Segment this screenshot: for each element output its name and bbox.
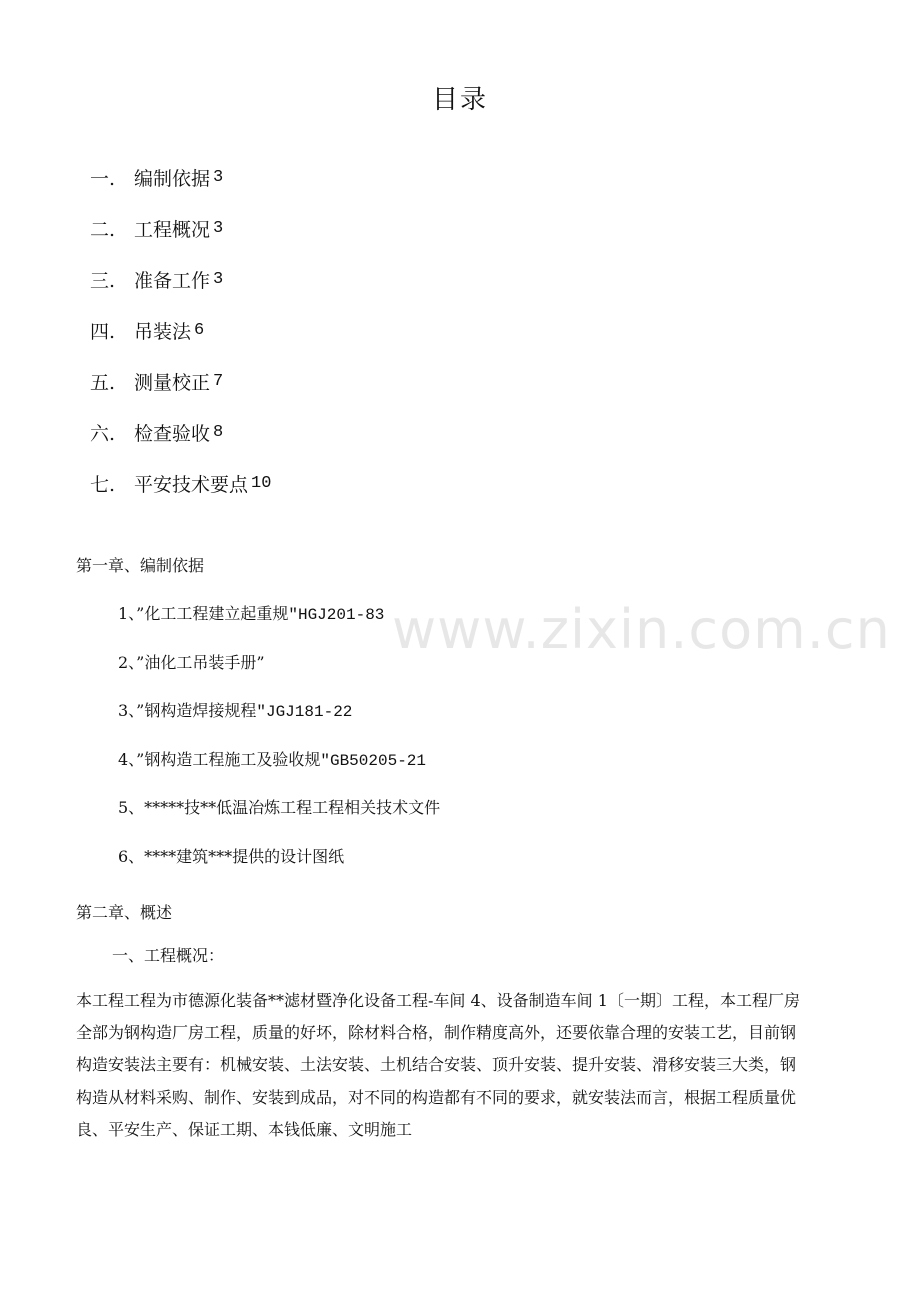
toc-item-label: 工程概况	[134, 219, 211, 241]
watermark: www.zixin.com.cn	[392, 598, 891, 661]
toc-item-page: 10	[251, 474, 272, 493]
reference-text: 3、”钢构造焊接规程	[118, 701, 257, 721]
paragraph-line: 本工程工程为市德源化装备**滤材暨净化设备工程-车间 4、设备制造车间 1〔一期〕工程，本工程厂房	[76, 991, 800, 1010]
chapter-2-heading: 第二章、概述	[76, 903, 173, 922]
toc-item-number: 七.	[90, 474, 116, 496]
reference-code: "GB50205-21	[320, 751, 426, 770]
toc-item-label: 编制依据	[134, 168, 211, 190]
reference-text: 6、****建筑***提供的设计图纸	[118, 846, 345, 866]
toc-item[interactable]	[90, 203, 271, 254]
toc-item[interactable]	[90, 305, 271, 356]
toc-item-page: 3	[213, 219, 224, 238]
reference-item	[118, 748, 440, 797]
toc-item-page: 8	[213, 423, 224, 442]
section-subheading: 一、工程概况：	[112, 946, 225, 965]
toc-item[interactable]	[90, 407, 271, 458]
toc-item-page: 7	[213, 372, 224, 391]
paragraph-line: 良、平安生产、保证工期、本钱低廉、文明施工	[76, 1119, 413, 1139]
toc-item-page: 3	[213, 270, 224, 289]
reference-code: "JGJ181-22	[256, 703, 353, 722]
toc-item-number: 六.	[90, 423, 116, 445]
body-paragraph	[76, 985, 858, 1146]
toc-item-page: 6	[194, 321, 205, 340]
toc-item-number: 三.	[90, 270, 116, 292]
toc-title: 目录	[431, 85, 488, 115]
reference-text: 4、”钢构造工程施工及验收规	[118, 749, 321, 769]
toc-item[interactable]	[90, 152, 271, 203]
toc-item-label: 平安技术要点	[134, 474, 249, 496]
reference-item	[118, 796, 440, 845]
reference-item	[118, 845, 440, 894]
toc-item-number: 二.	[90, 219, 116, 241]
toc-item-number: 四.	[90, 321, 116, 343]
toc-item[interactable]	[90, 356, 271, 407]
reference-code: "HGJ201-83	[288, 606, 385, 624]
chapter-1-heading: 第一章、编制依据	[76, 556, 205, 575]
toc-item[interactable]	[90, 458, 271, 509]
paragraph-line: 构造从材料采购、制作、安装到成品，对不同的构造都有不同的要求，就安装法而言，根据工程质量优	[76, 1087, 797, 1107]
toc-item-label: 检查验收	[134, 423, 211, 445]
reference-text: 5、*****技**低温冶炼工程工程相关技术文件	[118, 798, 441, 818]
toc-item-label: 吊装法	[134, 321, 192, 343]
paragraph-line: 全部为钢构造厂房工程，质量的好坏，除材料合格，制作精度高外，还要依靠合理的安装工艺，目前钢	[76, 1023, 797, 1043]
reference-text: 2、”油化工吊装手册”	[118, 652, 265, 672]
reference-text: 1、”化工工程建立起重规	[118, 604, 289, 623]
toc-item-page: 3	[213, 168, 224, 187]
paragraph-line: 构造安装法主要有：机械安装、土法安装、土机结合安装、顶升安装、提升安装、滑移安装三大类，钢	[76, 1055, 797, 1075]
toc-item-number: 五.	[90, 372, 116, 394]
toc-item-number: 一.	[90, 168, 116, 190]
toc-item[interactable]	[90, 254, 271, 305]
toc-list	[90, 152, 271, 509]
reference-item	[118, 699, 440, 748]
toc-item-label: 准备工作	[134, 270, 211, 292]
toc-item-label: 测量校正	[134, 372, 211, 394]
